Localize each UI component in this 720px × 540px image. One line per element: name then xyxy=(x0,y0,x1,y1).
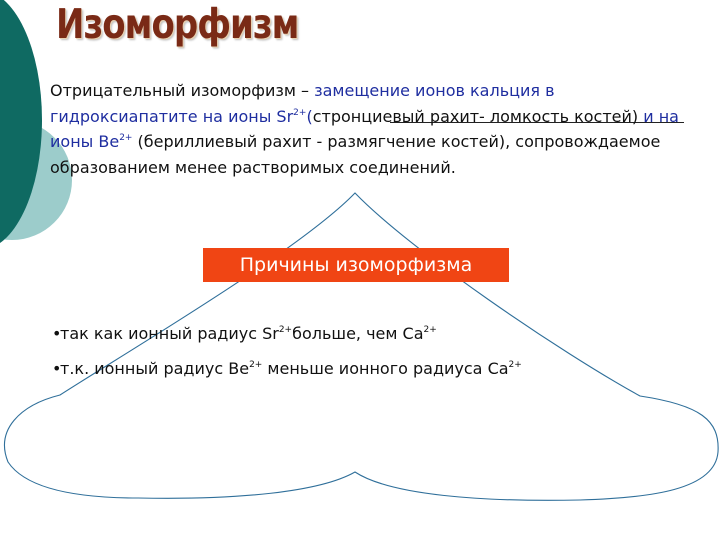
reasons-heading-box: Причины изоморфизма xyxy=(203,248,509,282)
paragraph-lead: Отрицательный изоморфизм – xyxy=(50,81,315,100)
reasons-list xyxy=(52,322,632,392)
bullet-dot: • xyxy=(52,324,62,343)
list-item xyxy=(52,322,632,345)
paragraph-beryllium: и на ионы Be xyxy=(50,106,679,151)
list-item xyxy=(52,357,632,380)
paragraph-tail: (бериллиевый рахит - размягчение костей), сопровождаемое образованием менее растворимых соединений. xyxy=(50,132,661,177)
be-charge: 2+ xyxy=(119,133,133,143)
paragraph-calcium-replacement: замещение ионов кальция в гидроксиапатите на ионы Sr xyxy=(50,81,555,126)
bullet-text: так как ионный радиус $Sr^{2+}больше$, чем $Ca^{2+}$ xyxy=(60,324,437,343)
page-title: Изоморфизм xyxy=(56,0,299,48)
bullet-dot: • xyxy=(52,359,62,378)
paragraph-open-paren: ( xyxy=(306,106,313,126)
bullet-text: т.к. ионный радиус $Be^{2+}$ меньше ионного радиуса $Ca^{2+}$ xyxy=(60,359,522,378)
main-paragraph xyxy=(50,78,690,180)
sr-charge: 2+ xyxy=(293,107,307,118)
paragraph-strontium-rickets: стронциевый рахит- ломкость костей) xyxy=(312,106,644,126)
